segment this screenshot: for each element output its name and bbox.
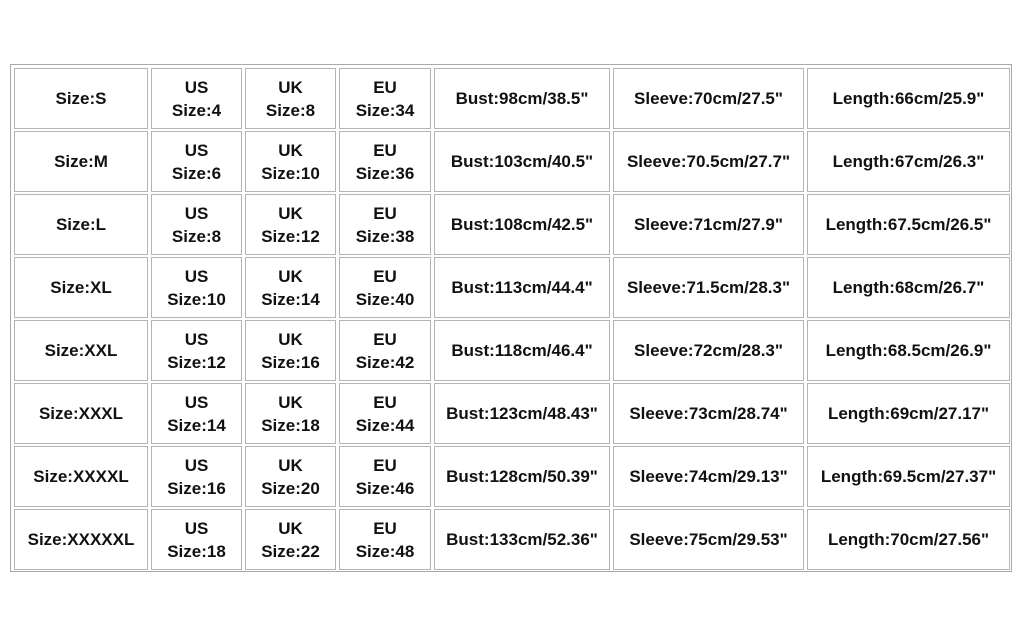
us-label: US — [184, 518, 209, 538]
us-label: US — [184, 392, 209, 412]
eu-size-value: Size:42 — [355, 352, 415, 372]
eu-label: EU — [373, 77, 397, 97]
us-label: US — [184, 455, 209, 475]
size-cell — [14, 131, 148, 192]
length-measurement: Length:67cm/26.3" — [832, 152, 985, 171]
bust-measurement: Bust:113cm/44.4" — [451, 278, 593, 297]
uk-size-value: Size:14 — [261, 289, 320, 309]
bust-cell — [434, 68, 610, 129]
sleeve-cell — [613, 257, 804, 318]
eu-size-cell — [339, 446, 431, 507]
us-size-cell — [151, 446, 242, 507]
size-cell — [14, 257, 148, 318]
uk-label: UK — [278, 266, 303, 286]
uk-label: UK — [278, 329, 303, 349]
eu-label: EU — [373, 140, 397, 160]
uk-size-cell — [245, 383, 336, 444]
size-row-xxxxxl — [11, 509, 1011, 570]
us-size-value: Size:10 — [167, 289, 226, 309]
us-size-cell — [151, 257, 242, 318]
length-cell — [807, 383, 1010, 444]
bust-measurement: Bust:133cm/52.36" — [446, 530, 598, 549]
eu-size-value: Size:36 — [355, 163, 415, 183]
uk-label: UK — [278, 140, 303, 160]
size-cell — [14, 509, 148, 570]
us-size-cell — [151, 383, 242, 444]
sleeve-cell — [613, 194, 804, 255]
size-cell — [14, 320, 148, 381]
us-size-cell — [151, 194, 242, 255]
length-measurement: Length:68cm/26.7" — [832, 278, 985, 297]
uk-size-cell — [245, 446, 336, 507]
eu-label: EU — [373, 518, 397, 538]
size-name: Size:XL — [50, 278, 112, 297]
size-row-xxxl — [11, 383, 1011, 444]
size-chart-table — [10, 64, 1012, 572]
size-name: Size:M — [54, 152, 108, 171]
size-name: Size:XXXXXL — [27, 530, 135, 549]
bust-cell — [434, 320, 610, 381]
length-measurement: Length:66cm/25.9" — [832, 89, 985, 108]
sleeve-cell — [613, 509, 804, 570]
bust-measurement: Bust:128cm/50.39" — [446, 467, 598, 486]
eu-label: EU — [373, 266, 397, 286]
uk-size-cell — [245, 194, 336, 255]
length-measurement: Length:69.5cm/27.37" — [820, 467, 997, 486]
eu-size-value: Size:38 — [355, 226, 415, 246]
length-measurement: Length:68.5cm/26.9" — [825, 341, 992, 360]
eu-size-cell — [339, 320, 431, 381]
size-row-xxxxl — [11, 446, 1011, 507]
eu-size-cell — [339, 68, 431, 129]
eu-size-cell — [339, 194, 431, 255]
sleeve-cell — [613, 446, 804, 507]
size-cell — [14, 383, 148, 444]
bust-cell — [434, 383, 610, 444]
length-cell — [807, 194, 1010, 255]
uk-size-value: Size:10 — [261, 163, 320, 183]
us-size-value: Size:14 — [167, 415, 226, 435]
length-cell — [807, 509, 1010, 570]
size-name: Size:XXXL — [38, 404, 124, 423]
length-cell — [807, 257, 1010, 318]
length-measurement: Length:69cm/27.17" — [827, 404, 990, 423]
us-size-value: Size:4 — [171, 100, 222, 120]
sleeve-cell — [613, 383, 804, 444]
uk-label: UK — [278, 455, 303, 475]
bust-cell — [434, 257, 610, 318]
sleeve-measurement: Sleeve:71cm/27.9" — [634, 215, 783, 234]
length-measurement: Length:67.5cm/26.5" — [825, 215, 992, 234]
eu-size-value: Size:40 — [355, 289, 415, 309]
eu-label: EU — [373, 455, 397, 475]
bust-measurement: Bust:118cm/46.4" — [451, 341, 593, 360]
size-cell — [14, 446, 148, 507]
eu-size-value: Size:44 — [355, 415, 415, 435]
uk-label: UK — [278, 77, 303, 97]
us-size-value: Size:16 — [167, 478, 226, 498]
us-size-value: Size:18 — [167, 541, 226, 561]
eu-size-cell — [339, 509, 431, 570]
length-cell — [807, 68, 1010, 129]
size-row-l — [11, 194, 1011, 255]
us-size-value: Size:12 — [167, 352, 226, 372]
eu-label: EU — [373, 392, 397, 412]
us-label: US — [184, 77, 209, 97]
us-label: US — [184, 140, 209, 160]
uk-size-value: Size:18 — [261, 415, 320, 435]
uk-size-value: Size:16 — [261, 352, 320, 372]
eu-size-value: Size:46 — [355, 478, 415, 498]
uk-size-cell — [245, 509, 336, 570]
uk-size-value: Size:22 — [261, 541, 320, 561]
bust-measurement: Bust:108cm/42.5" — [450, 215, 594, 234]
sleeve-measurement: Sleeve:74cm/29.13" — [629, 467, 788, 486]
size-cell — [14, 194, 148, 255]
bust-measurement: Bust:98cm/38.5" — [455, 89, 589, 108]
length-cell — [807, 320, 1010, 381]
eu-label: EU — [373, 329, 397, 349]
size-name: Size:L — [55, 215, 107, 234]
sleeve-measurement: Sleeve:71.5cm/28.3" — [626, 278, 791, 297]
uk-size-value: Size:8 — [265, 100, 316, 120]
uk-size-cell — [245, 320, 336, 381]
uk-label: UK — [278, 203, 303, 223]
size-row-m — [11, 131, 1011, 192]
bust-measurement: Bust:103cm/40.5" — [450, 152, 594, 171]
size-row-xl — [11, 257, 1011, 318]
us-size-cell — [151, 131, 242, 192]
size-name: Size:XXL — [44, 341, 118, 360]
us-size-cell — [151, 320, 242, 381]
uk-size-cell — [245, 257, 336, 318]
sleeve-measurement: Sleeve:72cm/28.3" — [634, 341, 783, 360]
sleeve-measurement: Sleeve:75cm/29.53" — [629, 530, 788, 549]
sleeve-cell — [613, 68, 804, 129]
sleeve-cell — [613, 131, 804, 192]
length-cell — [807, 446, 1010, 507]
us-size-value: Size:6 — [171, 163, 222, 183]
eu-size-cell — [339, 131, 431, 192]
eu-size-value: Size:34 — [355, 100, 415, 120]
uk-size-cell — [245, 68, 336, 129]
bust-cell — [434, 194, 610, 255]
uk-label: UK — [278, 518, 303, 538]
eu-size-value: Size:48 — [355, 541, 415, 561]
eu-label: EU — [373, 203, 397, 223]
eu-size-cell — [339, 257, 431, 318]
us-size-value: Size:8 — [171, 226, 222, 246]
us-label: US — [184, 203, 209, 223]
uk-size-cell — [245, 131, 336, 192]
size-row-xxl — [11, 320, 1011, 381]
sleeve-measurement: Sleeve:73cm/28.74" — [629, 404, 788, 423]
us-size-cell — [151, 68, 242, 129]
sleeve-measurement: Sleeve:70cm/27.5" — [634, 89, 783, 108]
size-name: Size:XXXXL — [33, 467, 129, 486]
size-cell — [14, 68, 148, 129]
uk-size-value: Size:20 — [261, 478, 320, 498]
length-cell — [807, 131, 1010, 192]
sleeve-cell — [613, 320, 804, 381]
size-row-s — [11, 68, 1011, 129]
uk-label: UK — [278, 392, 303, 412]
us-size-cell — [151, 509, 242, 570]
sleeve-measurement: Sleeve:70.5cm/27.7" — [626, 152, 791, 171]
size-name: Size:S — [55, 89, 107, 108]
uk-size-value: Size:12 — [261, 226, 320, 246]
bust-cell — [434, 446, 610, 507]
length-measurement: Length:70cm/27.56" — [827, 530, 990, 549]
us-label: US — [184, 329, 209, 349]
eu-size-cell — [339, 383, 431, 444]
bust-cell — [434, 131, 610, 192]
bust-cell — [434, 509, 610, 570]
us-label: US — [184, 266, 209, 286]
bust-measurement: Bust:123cm/48.43" — [446, 404, 598, 423]
